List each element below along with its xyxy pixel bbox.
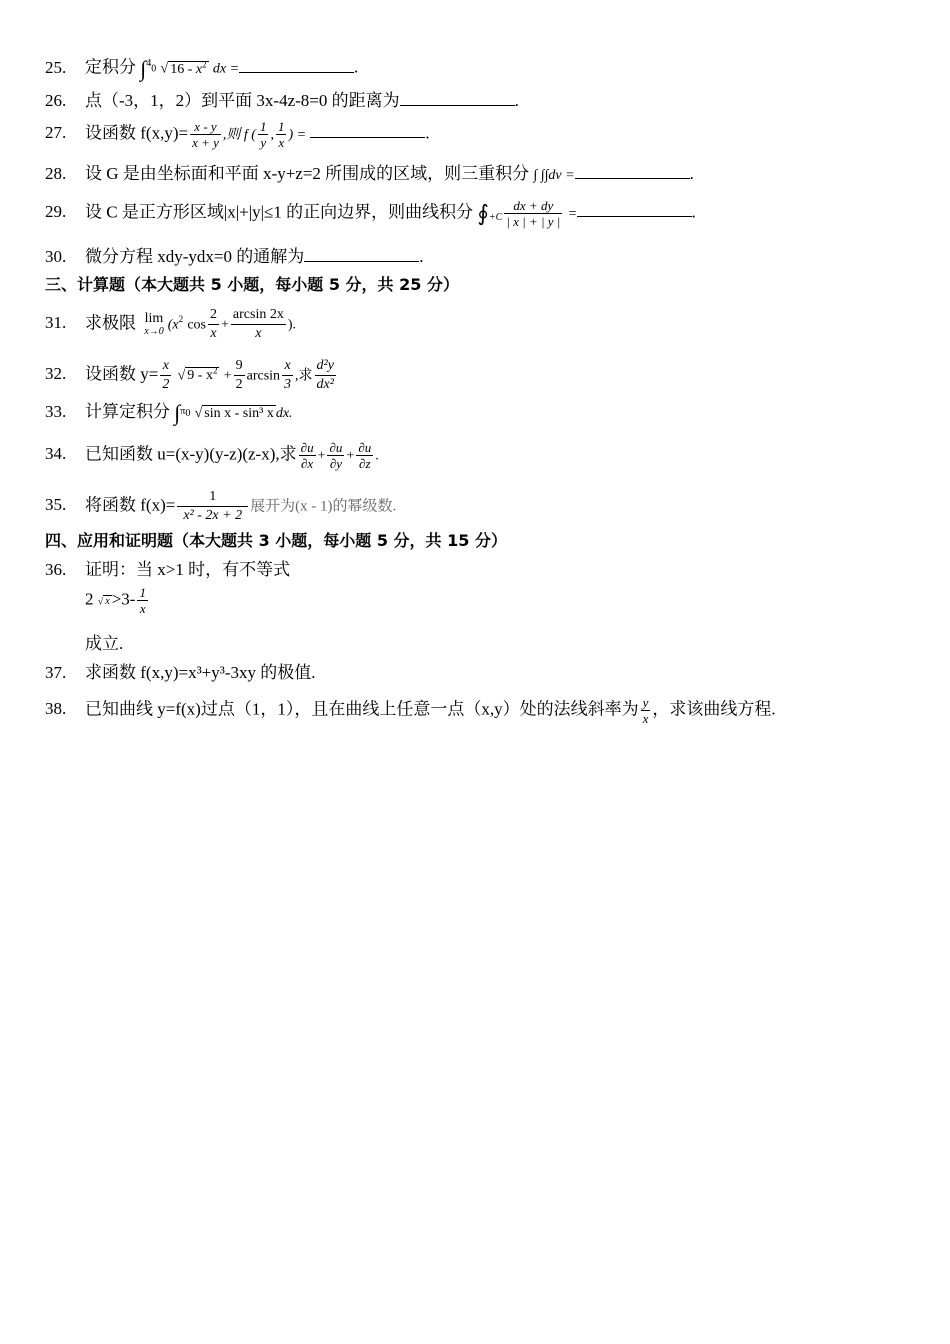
- radicand: $9 - x^2$: [187, 365, 218, 384]
- question-number: 27.: [45, 123, 67, 143]
- question-35: [45, 488, 920, 525]
- question-26: 26. 点（-3，1，2）到平面 3x-4z-8=0 的距离为 .: [45, 91, 519, 110]
- question-number: 29.: [45, 202, 67, 222]
- fraction: $\frac{x}{2}$: [162, 358, 170, 392]
- fraction: $\frac{9}{2}$: [235, 358, 243, 392]
- fraction: $\frac{x - y}{x + y}$: [192, 119, 219, 150]
- question-33: 33. 计算定积分 ∫$^\pi$0 √ sin x - sin³ x dx.: [45, 400, 293, 426]
- question-number: 37.: [45, 663, 67, 682]
- fraction: $\frac{y}{x}$: [642, 695, 649, 726]
- question-text: 设函数 y=: [85, 364, 159, 384]
- integral-tail: dx =: [212, 61, 240, 77]
- partial-fraction: $\frac{\partial u}{\partial x}$: [300, 440, 314, 471]
- question-27: 27. 设函数 f(x,y)= $\frac{x - y}{x + y}$ ,则 f ( $\frac{1}{y}$ , $\frac{1}{x}$ ) = .: [45, 119, 430, 150]
- question-text: 将函数 f(x)=: [85, 495, 176, 515]
- upper-limit: 4: [146, 58, 152, 69]
- question-number: 32.: [45, 364, 67, 384]
- section-heading-computation: 三、计算题（本大题共 5 小题，每小题 5 分，共 25 分）: [45, 275, 459, 294]
- question-36: [45, 559, 920, 581]
- question-text: 求极限: [85, 313, 136, 333]
- fraction: $\frac{x}{3}$: [284, 358, 292, 392]
- limit-operator: lim x→0: [144, 310, 164, 337]
- conclusion-text: 成立.: [85, 634, 124, 653]
- question-29: 29. 设 C 是正方形区域|x|+|y|≤1 的正向边界，则曲线积分 ∮+C $\frac{dx + dy}{| x | + | y |}$ = .: [45, 198, 696, 229]
- fraction: $\frac{2}{x}$: [210, 307, 218, 341]
- question-text: 微分方程 xdy-ydx=0 的通解为: [85, 247, 305, 266]
- partial-fraction: $\frac{\partial u}{\partial y}$: [329, 440, 343, 471]
- question-text: 定积分: [85, 57, 136, 77]
- question-number: 34.: [45, 444, 67, 464]
- question-38: 38. 已知曲线 y=f(x)过点（1，1），且在曲线上任意一点（x,y）处的法线斜率为 $\frac{y}{x}$ ，求该曲线方程.: [45, 695, 776, 726]
- lower-limit: 0: [151, 63, 157, 75]
- answer-blank[interactable]: [239, 56, 354, 73]
- question-number: 28.: [45, 164, 67, 183]
- derivative-fraction: $\frac{\text{d²y}}{\text{dx²}}$: [316, 358, 334, 392]
- integral-sign: ∫: [174, 400, 181, 426]
- expansion-tail: 展开为(x - 1)的幂级数.: [250, 498, 397, 515]
- fraction: $\frac{1}{x}$: [139, 585, 146, 616]
- question-number: 25.: [45, 57, 67, 77]
- question-number: 30.: [45, 247, 67, 266]
- section-heading-proof: 四、应用和证明题（本大题共 3 小题，每小题 5 分，共 15 分）: [45, 531, 507, 550]
- question-text: 证明：当 x>1 时，有不等式: [85, 560, 291, 579]
- partial-fraction: $\frac{\partial u}{\partial z}$: [358, 440, 372, 471]
- question-number: 26.: [45, 91, 67, 110]
- question-34: 34. 已知函数 u=(x-y)(y-z)(z-x),求 $\frac{\partial u}{\partial x}$ + $\frac{\partial u}{\partial y}$ + $\frac{\partial u}{\partial z}$ .: [45, 440, 379, 471]
- radicand: $16 - x^2$: [170, 59, 207, 77]
- radicand: sin x - sin³ x: [204, 406, 274, 421]
- fraction: $\frac{1}{x}$: [277, 119, 285, 150]
- fraction: $\frac{1}{y}$: [259, 119, 267, 150]
- question-30: 30. 微分方程 xdy-ydx=0 的通解为 .: [45, 247, 424, 266]
- question-number: 36.: [45, 560, 67, 579]
- question-number: 35.: [45, 495, 67, 515]
- fraction: $\frac{\arcsin 2x}{x}$: [232, 307, 284, 341]
- fraction: $\frac{dx + dy}{| x | + | y |}$: [506, 198, 561, 229]
- question-number: 38.: [45, 699, 67, 719]
- question-text: 点（-3，1，2）到平面 3x-4z-8=0 的距离为: [85, 91, 400, 110]
- question-25: 25. 定积分 ∫$^4$0 √ $16 - x^2$ dx = .: [45, 55, 359, 81]
- question-number: 33.: [45, 402, 67, 421]
- triple-integral: ∫ ∫∫dv =: [533, 168, 575, 183]
- integral-sign: ∫: [140, 55, 147, 81]
- question-28: 28. 设 G 是由坐标面和平面 x-y+z=2 所围成的区域，则三重积分 ∫ ∫∫dv = .: [45, 164, 694, 183]
- question-32: 32. 设函数 y= $\frac{x}{2}$ √ $9 - x^2$ + $\frac{9}{2}$ arcsin $\frac{x}{3}$ ,求 $\frac{\text{d²y}}{\text{dx²}}$: [45, 358, 334, 392]
- answer-blank[interactable]: [310, 121, 425, 138]
- answer-blank[interactable]: [304, 245, 419, 262]
- answer-blank[interactable]: [577, 200, 692, 217]
- question-number: 31.: [45, 313, 67, 333]
- question-text: 已知曲线 y=f(x)过点（1，1），且在曲线上任意一点（x,y）处的法线斜率为: [85, 699, 639, 719]
- question-37: [45, 662, 920, 684]
- integral-subscript: +C: [488, 212, 503, 223]
- contour-integral-sign: ∮: [477, 200, 489, 226]
- answer-blank[interactable]: [575, 162, 690, 179]
- question-text: 求函数 f(x,y)=x³+y³-3xy 的极值.: [85, 663, 316, 682]
- fraction: $\frac{1}{\text{x² - 2x + 2}}$: [177, 488, 248, 525]
- question-text: 设 C 是正方形区域|x|+|y|≤1 的正向边界，则曲线积分: [85, 202, 474, 222]
- answer-blank[interactable]: [400, 89, 515, 106]
- function-call: ,则 f (: [222, 127, 256, 143]
- question-31: 31. 求极限 lim x→0 ($x^2$ cos $\frac{2}{x}$ + $\frac{\arcsin 2x}{x}$ ).: [45, 307, 297, 341]
- radical-sign: √: [160, 61, 169, 77]
- question-text: 设函数 f(x,y)=: [85, 123, 189, 143]
- question-text: 计算定积分: [85, 402, 170, 421]
- inequality: 2 √ x >3- $\frac{1}{x}$: [85, 585, 146, 616]
- question-text: 设 G 是由坐标面和平面 x-y+z=2 所围成的区域，则三重积分: [85, 164, 530, 183]
- question-text: 已知函数 u=(x-y)(y-z)(z-x),求: [85, 444, 297, 464]
